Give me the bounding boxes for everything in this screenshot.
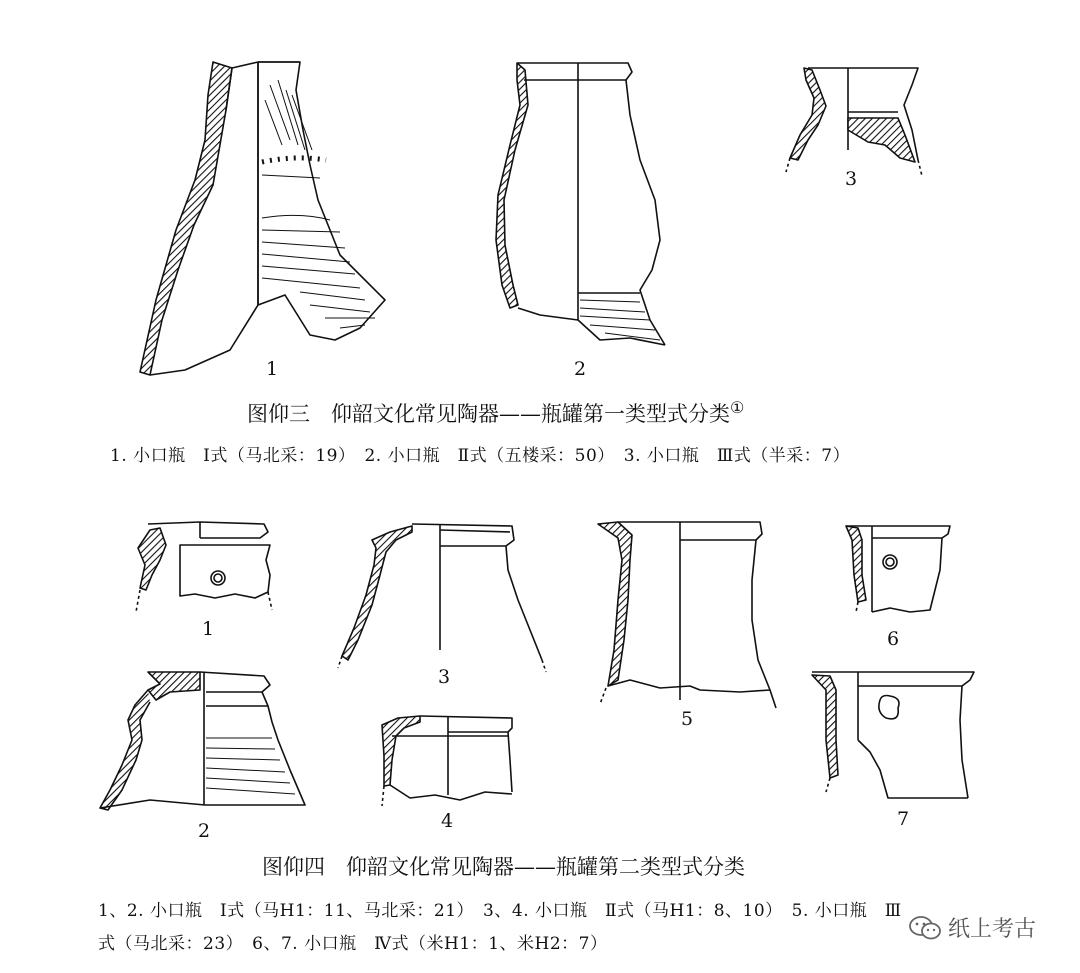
watermark-text: 纸上考古 bbox=[948, 917, 1037, 942]
vessel-4-2 bbox=[100, 672, 305, 810]
figure3-title bbox=[247, 398, 744, 428]
figure3-label-3: 3 bbox=[845, 168, 858, 190]
vessel-3-2 bbox=[496, 63, 665, 345]
wechat-icon bbox=[908, 915, 942, 941]
vessel-4-5 bbox=[598, 522, 776, 708]
figure4-label-2: 2 bbox=[198, 820, 211, 842]
figure3-note-mark: ① bbox=[730, 398, 745, 417]
figure3-caption: 1. 小口瓶 Ⅰ式（马北采：19） 2. 小口瓶 Ⅱ式（五楼采：50） 3. 小口瓶 Ⅲ式（半采：7） bbox=[110, 446, 851, 466]
figure4-label-5: 5 bbox=[681, 708, 694, 730]
vessel-3-3 bbox=[786, 68, 922, 176]
figure4-label-7: 7 bbox=[897, 808, 910, 830]
vessel-3-1 bbox=[140, 62, 385, 375]
figure4-caption-line2: 式（马北采：23） 6、7. 小口瓶 Ⅳ式（米H1：1、米H2：7） bbox=[98, 934, 608, 954]
figure3-label-2: 2 bbox=[574, 358, 587, 380]
vessel-4-6 bbox=[846, 526, 950, 612]
figure3-title-text: 图仰三 仰韶文化常见陶器——瓶罐第一类型式分类 bbox=[247, 402, 730, 426]
figure4-label-3: 3 bbox=[438, 666, 451, 688]
figure4-title: 图仰四 仰韶文化常见陶器——瓶罐第二类型式分类 bbox=[262, 855, 745, 879]
figure4-caption-line1: 1、2. 小口瓶 Ⅰ式（马H1：11、马北采：21） 3、4. 小口瓶 Ⅱ式（马H1：8、10） 5. 小口瓶 Ⅲ bbox=[98, 901, 902, 921]
figure4-label-1: 1 bbox=[202, 618, 215, 640]
vessel-4-1 bbox=[136, 522, 272, 612]
figure4-label-6: 6 bbox=[887, 628, 900, 650]
vessel-4-3 bbox=[338, 524, 546, 672]
vessel-4-7 bbox=[812, 672, 974, 798]
vessel-4-4 bbox=[382, 716, 512, 806]
figure3-label-1: 1 bbox=[266, 358, 279, 380]
figure4-label-4: 4 bbox=[441, 810, 454, 832]
watermark bbox=[908, 912, 1036, 943]
